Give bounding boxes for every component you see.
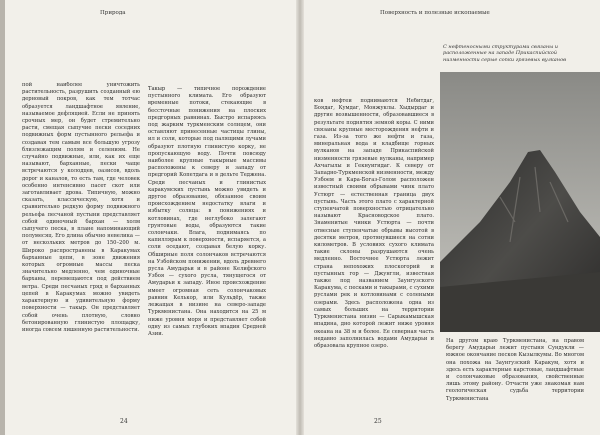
mud-volcano-photo xyxy=(440,72,600,332)
left-column-2 xyxy=(148,86,266,417)
left-col2-text: Такыр — типичное порождение пустынного климата. Его образуют временные потоки, стекающие в бессточные понижения на плоских предгорных равнинах. Быстро испаряясь под жарким туркменским солнцем, они оставляют принесенные частицы глины, ил и соли, которые под палящими лучами образуют плотную глинистую корку, не пропускающую воду. Почти повсюду наиболее крупные такырные массивы расположены к северу и западу от предгорий Копетдага и в дельте Теджена. Среди песчаных и глинистых каракумских пустынь можно увидеть и другое образование, обязанное своим происхождением недостатку влаги и избытку солнца: в понижениях и котловинах, где неглубоко залегают грунтовые воды, образуются такие солончаки. Влага, поднимаясь по капиллярам к поверхности, испаряется, а соли оседают, создавая белую корку. Обширные поля солончаков встречаются на Узбойском понижении, вдоль древнего русла Амударьи и в районе Келифского Узбоя — сухого русла, тянущегося от Амударьи к западу. Иное происхождение имеет огромная сеть солончаковых равнин Келькор, или Кульдёр, также лежащая в низине на северо-западе Туркменистана. Она находится на 25 м ниже уровня моря и представляет собой одну из самых глубоких впадин Средней Азии. xyxy=(148,86,266,337)
page-edge xyxy=(0,0,5,435)
photo-caption: С нефтеносными структурами связаны и расположенные на западе Прикаспийской низменности серые сопки грязевых вулканов xyxy=(443,44,566,63)
left-col1-text: пой наиболее уничтожить растительность, разрушить созданный ею дерновый покров, как тем тотчас образуется ландшафтное явление, называемое дефляцией. Если не принять срочных мер, он будет стремительно расти, смещая сыпучие пески соседних подвижных форм пустынного рельефа и создавая тем самым все большую угрозу близлежащим полям и селениям. Не случайно подвижные, или, как их еще называют, барханные, пески чаще встречаются у колодцев, оазисов, вдоль дорог и каналов, то есть там, где человек особенно интенсивно пасет скот или заготавливает дрова. Типичную, можно сказать, классическую, хотя и сравнительно редкую форму подвижного рельефа песчаной пустыни представляет собой одиночный бархан — холм сыпучего песка, в плане напоминающий полумесяц. Его длина обычно невелика — от нескольких метров до 150–200 м. Широко распространены в Каракумах барханные цепи, в зоне движения которых огромные массы песка значительно медленно, чем одиночные барханы, перемещаются под действием ветра. Среди песчаных гряд в барханных цепей в Каракумах можно увидеть характерную и удивительную форму поверхности — такыр. Он представляет собой очень плотную, словно бетонированную глинистую площадку, иногда совсем лишенную растительности. xyxy=(22,82,140,333)
book-gutter xyxy=(296,0,304,435)
right-page xyxy=(300,0,600,435)
right-col2-text: На другом краю Туркменистана, на правом берегу Амударьи лежит пустыня Сундукли — южное окончание песков Кызылкумы. Во многом она похожа на Заунгузский Каракум, хотя и здесь есть характерные карстовые, ландшафтные и солончаковые образования, свойственные лишь этому району. Отчасти уже знакомая нам геологическая судьба территории Туркменистана xyxy=(446,338,584,402)
right-column-1 xyxy=(314,98,434,420)
left-page-number: 24 xyxy=(120,418,128,425)
left-running-header: Природа xyxy=(100,10,126,16)
right-col1-text: ков нефтеи поднимаются Небитдаг, Боядаг, Кумдаг, Монжуклы. Хыдырдаг и другие возвышенности, образовавшиеся в результате поднятия земной коры. С ними связаны крупные месторождения нефти и газа. Из-за того же нефти и газа, минеральная вода и кладбище горных вулканов на западе Прикаспийской низменности грязевые вулканы, например Ахчагылы и Гекнуигидаг. К северу от Западно-Туркменской низменности, между Узбоем и Кара-Богаз-Голом расположен известный своими обрывами чинк плато Устюрт — естественная граница двух пустынь. Часть этого плато с характерной ступенчатой поверхностью отрицательно называют Красноводское плато. Знаменитые чинки Устюрта — почти отвесные ступенчатые обрывы высотой в десятки метров, протянувшиеся на сотни километров. В условиях сухого климата такие склоны разрушаются очень медленно. Восточнее Устюрта лежит страна непохожих плоскогорий и пустынных гор — Джунгли, известная также под названием Заунгузского Каракума, с песками и такырами, с сухими руслами рек и котловинами с солеными озерами. Здесь расположена одна из самых больших на территории Туркменистана низин — Сарыкамышская впадина, дно которой лежит ниже уровня океана на 38 м и более. Ее северная часть недавно заполнилась водами Амударьи и образовала крупное озеро. xyxy=(314,98,434,349)
right-running-header: Поверхность и полезные ископаемые xyxy=(380,10,490,16)
left-column-1 xyxy=(22,82,140,417)
right-column-2 xyxy=(446,338,584,420)
right-page-number: 25 xyxy=(374,418,382,425)
